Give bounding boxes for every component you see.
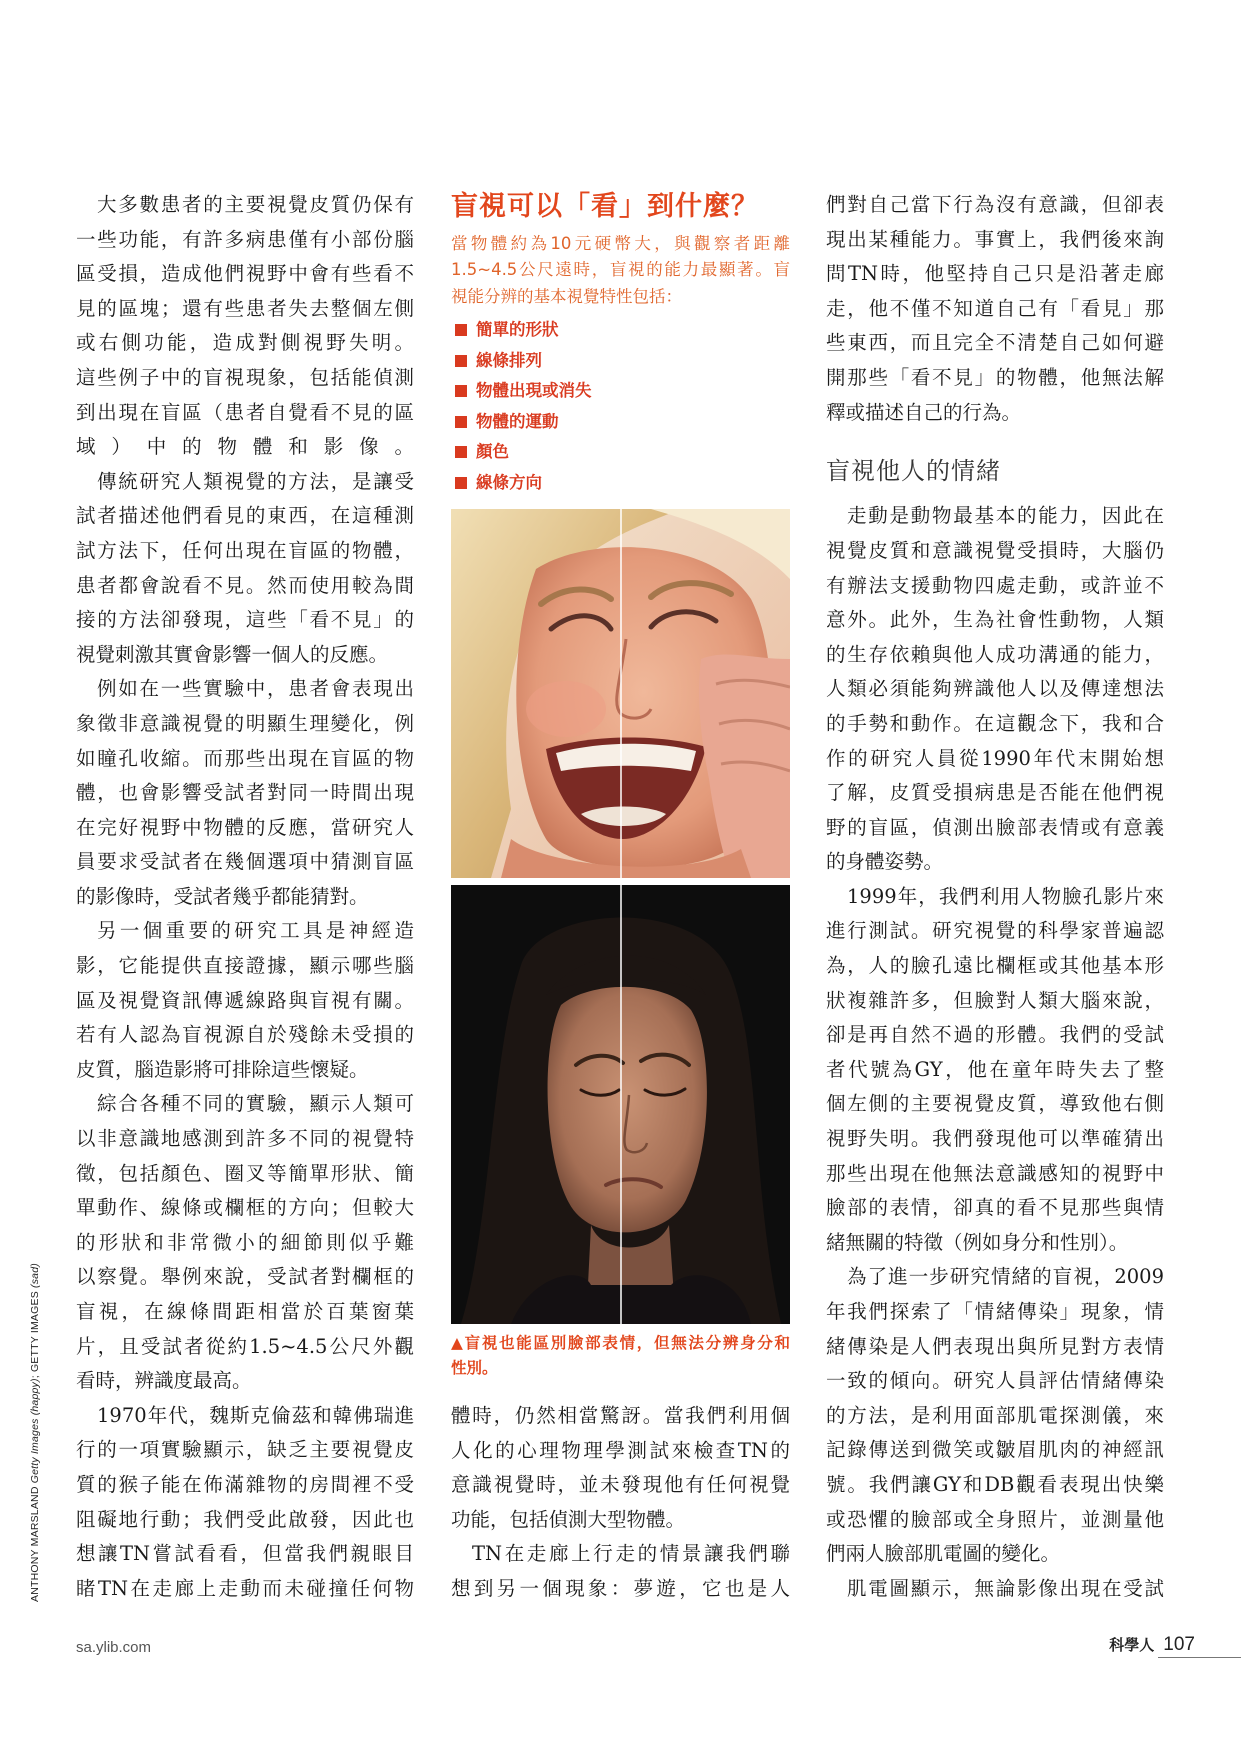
text-line: 個左側的主要視覺皮質，導致他右側 [826, 1092, 1164, 1116]
list-item-label: 簡單的形狀 [476, 320, 559, 339]
text-line: 功能，包括偵測大型物體。 [451, 1507, 686, 1531]
text-line: 想到另一個現象：夢遊，它也是人 [451, 1576, 790, 1600]
photo-happy-face [451, 509, 790, 878]
paragraph [826, 880, 1164, 1261]
text-line: 看時，辨識度最高。 [76, 1369, 252, 1393]
paragraph [826, 188, 1164, 430]
text-line: 在完好視野中物體的反應，當研究人 [76, 815, 414, 839]
text-line: 綜合各種不同的實驗，顯示人類可 [97, 1092, 414, 1116]
photo-caption [451, 1331, 790, 1380]
text-line: 另一個重要的研究工具是神經造 [97, 919, 414, 943]
text-line: 肌電圖顯示，無論影像出現在受試 [847, 1576, 1164, 1600]
column-2 [451, 1399, 790, 1607]
text-line: 野的盲區，偵測出臉部表情或有意義 [826, 815, 1164, 839]
sidebar-intro-line: 1.5~4.5公尺遠時，盲視的能力最顯著。盲 [451, 260, 790, 280]
text-line: 見的區塊；還有些患者失去整個左側 [76, 296, 414, 320]
credit-photographer: ANTHONY MARSLAND [29, 1483, 41, 1602]
text-line: 人化的心理物理學測試來檢查TN的 [451, 1438, 790, 1462]
list-item-label: 線條排列 [476, 350, 542, 370]
sidebar-title: 盲視可以「看」到什麼？ [451, 191, 759, 222]
text-line: 些東西，而且完全不清楚自己如何避 [826, 331, 1164, 355]
text-line: 到出現在盲區（患者自覺看不見的區 [76, 400, 414, 424]
text-line: 如瞳孔收縮。而那些出現在盲區的物 [76, 746, 414, 770]
text-line: 意外。此外，生為社會性動物，人類 [826, 608, 1164, 632]
text-line: 試方法下，任何出現在盲區的物體， [76, 538, 414, 562]
photo-credit [29, 1262, 41, 1602]
paragraph [826, 1260, 1164, 1571]
text-line: 作的研究人員從1990年代末開始想 [826, 746, 1164, 770]
text-line: 區及視覺資訊傳遞線路與盲視有關。 [76, 988, 414, 1012]
text-line: 皮質，腦造影將可排除這些懷疑。 [76, 1057, 369, 1081]
square-bullet-icon [455, 446, 467, 458]
text-line: 例如在一些實驗中，患者會表現出 [97, 677, 414, 701]
text-line: 大多數患者的主要視覺皮質仍保有 [97, 193, 414, 216]
text-line: 視覺刺激其實會影響一個人的反應。 [76, 642, 389, 666]
text-line: 片，且受試者從約1.5~4.5公尺外觀 [76, 1334, 414, 1358]
square-bullet-icon [455, 477, 467, 489]
text-line: 影，它能提供直接證據，顯示哪些腦 [76, 954, 414, 978]
text-line: 記錄傳送到微笑或皺眉肌肉的神經訊 [826, 1438, 1164, 1462]
footer-rule [1158, 1657, 1241, 1658]
paragraph [76, 188, 414, 465]
square-bullet-icon [455, 416, 467, 428]
text-line: 進行測試。研究視覺的科學家普遍認 [826, 919, 1164, 943]
text-line: 員要求受試者在幾個選項中猜測盲區 [76, 850, 414, 874]
text-line: 視野失明。我們發現他可以準確猜出 [826, 1127, 1164, 1151]
text-line: 體時，仍然相當驚訝。當我們利用個 [451, 1404, 790, 1427]
square-bullet-icon [455, 324, 467, 336]
text-line: 象徵非意識視覺的明顯生理變化，例 [76, 711, 414, 735]
list-item-label: 線條方向 [476, 472, 542, 492]
text-line: 們兩人臉部肌電圖的變化。 [826, 1542, 1061, 1566]
paragraph [451, 1537, 790, 1606]
text-line: 睹TN在走廊上走動而未碰撞任何物 [76, 1576, 414, 1600]
text-line: 的影像時，受試者幾乎都能猜對。 [76, 884, 369, 908]
text-line: 意識視覺時，並未發現他有任何視覺 [451, 1473, 790, 1497]
text-line: 單動作、線條或欄框的方向；但較大 [76, 1196, 414, 1220]
paragraph [76, 914, 414, 1087]
paragraph [826, 1572, 1164, 1607]
text-line: 傳統研究人類視覺的方法，是讓受 [97, 469, 414, 493]
text-line: 的手勢和動作。在這觀念下，我和合 [826, 711, 1164, 735]
text-line: 號。我們讓GY和DB觀看表現出快樂 [826, 1472, 1164, 1496]
text-line: 問TN時，他堅持自己只是沿著走廊 [826, 262, 1164, 286]
credit-source-happy: Getty Images (happy) [29, 1378, 41, 1484]
page-number: 107 [1163, 1634, 1195, 1655]
column-1 [76, 188, 414, 1606]
list-item [451, 437, 790, 468]
text-line: 若有人認為盲視源自於殘餘未受損的 [76, 1023, 414, 1047]
text-line: 年我們探索了「情緒傳染」現象，情 [826, 1300, 1164, 1323]
text-line: 有辦法支援動物四處走動，或許並不 [826, 573, 1164, 597]
text-line: 一致的傾向。研究人員評估情緒傳染 [826, 1369, 1164, 1393]
text-line: 以察覺。舉例來說，受試者對欄框的 [76, 1265, 414, 1289]
text-line: 人類必須能夠辨識他人以及傳達想法 [826, 677, 1164, 701]
text-line: 行的一項實驗顯示，缺乏主要視覺皮 [76, 1438, 414, 1462]
text-line: 現出某種能力。事實上，我們後來詢 [826, 227, 1164, 251]
paragraph [826, 499, 1164, 880]
list-item-label: 顏色 [476, 442, 509, 462]
text-line: 阻礙地行動；我們受此啟發，因此也 [76, 1507, 414, 1531]
credit-sad: (sad) [29, 1263, 41, 1288]
text-line: 緒無關的特徵（例如身分和性別）。 [826, 1230, 1129, 1254]
sidebar-intro-line: 視能分辨的基本視覺特性包括： [451, 286, 682, 306]
text-line: 徵，包括顏色、圈叉等簡單形狀、簡 [76, 1161, 414, 1185]
paragraph [76, 465, 414, 673]
text-line: 狀複雜許多，但臉對人類大腦來說， [826, 988, 1164, 1012]
square-bullet-icon [455, 355, 467, 367]
text-line: 臉部的表情，卻真的看不見那些與情 [826, 1196, 1164, 1220]
text-line: 盲視，在線條間距相當於百葉窗葉 [76, 1300, 414, 1323]
list-item [451, 468, 790, 499]
text-line: 開那些「看不見」的物體，他無法解 [826, 365, 1164, 389]
text-line: 域）中的物體和影像。 [76, 435, 414, 459]
text-line: 緒傳染是人們表現出與所見對方表情 [826, 1334, 1164, 1358]
text-line: 或恐懼的臉部或全身照片，並測量他 [826, 1507, 1164, 1531]
section-heading: 盲視他人的情緒 [826, 457, 1001, 486]
text-line: 接的方法卻發現，這些「看不見」的 [76, 608, 414, 632]
text-line: 的身體姿勢。 [826, 850, 944, 874]
list-item [451, 376, 790, 407]
text-line: 為，人的臉孔遠比欄框或其他基本形 [826, 954, 1164, 978]
text-line: 或右側功能，造成對側視野失明。 [76, 331, 414, 355]
paragraph [76, 1399, 414, 1607]
text-line: 那些出現在他無法意識感知的視野中 [826, 1161, 1164, 1185]
text-line: 試者描述他們看見的東西，在這種測 [76, 504, 414, 528]
magazine-name: 科學人 [1109, 1637, 1155, 1654]
list-item-label: 物體出現或消失 [476, 381, 592, 401]
paragraph [451, 1399, 790, 1537]
column-3 [826, 188, 1164, 1606]
list-item [451, 407, 790, 438]
text-line: 這些例子中的盲視現象，包括能偵測 [76, 365, 414, 389]
text-line: 的形狀和非常微小的細節則似乎難 [76, 1230, 414, 1254]
paragraph [76, 672, 414, 914]
sidebar-intro [451, 231, 790, 310]
text-line: 區受損，造成他們視野中會有些看不 [76, 262, 414, 286]
text-line: 視覺皮質和意識視覺受損時，大腦仍 [826, 538, 1164, 562]
text-line: 體，也會影響受試者對同一時間出現 [76, 781, 414, 805]
text-line: 為了進一步研究情緒的盲視，2009 [847, 1265, 1164, 1289]
text-line: 走動是動物最基本的能力，因此在 [847, 504, 1164, 528]
footer-page-info [1109, 1634, 1195, 1656]
text-line: 卻是再自然不過的形體。我們的受試 [826, 1023, 1164, 1047]
text-line: 1970年代，魏斯克倫茲和韓佛瑞進 [97, 1403, 414, 1427]
text-line: 1999年，我們利用人物臉孔影片來 [847, 884, 1164, 908]
square-bullet-icon [455, 385, 467, 397]
footer-site-url: sa.ylib.com [76, 1639, 152, 1656]
text-line: 一些功能，有許多病患僅有小部份腦 [76, 227, 414, 251]
sidebar-intro-line: 當物體約為10元硬幣大，與觀察者距離 [451, 234, 790, 253]
list-item [451, 315, 790, 346]
text-line: 們對自己當下行為沒有意識，但卻表 [826, 193, 1164, 216]
sidebar-list [451, 315, 790, 499]
text-line: 想讓TN嘗試看看，但當我們親眼目 [76, 1542, 414, 1566]
paragraph [76, 1087, 414, 1398]
caption-line: 性別。 [451, 1358, 498, 1377]
text-line: 者代號為GY，他在童年時失去了整 [826, 1057, 1164, 1081]
photo-sad-face [451, 885, 790, 1324]
text-line: 質的猴子能在佈滿雜物的房間裡不受 [76, 1472, 414, 1496]
list-item-label: 物體的運動 [476, 411, 559, 431]
caption-line: ▲盲視也能區別臉部表情，但無法分辨身分和 [451, 1334, 790, 1352]
text-line: 患者都會說看不見。然而使用較為間 [76, 573, 414, 597]
text-line: 以非意識地感測到許多不同的視覺特 [76, 1127, 414, 1151]
text-line: 釋或描述自己的行為。 [826, 400, 1022, 424]
text-line: 了解，皮質受損病患是否能在他們視 [826, 781, 1164, 805]
text-line: TN在走廊上行走的情景讓我們聯 [472, 1542, 790, 1566]
credit-separator: ; GETTY IMAGES [29, 1287, 41, 1379]
text-line: 的方法，是利用面部肌電探測儀，來 [826, 1403, 1164, 1427]
text-line: 走，他不僅不知道自己有「看見」那 [826, 296, 1164, 320]
text-line: 的生存依賴與他人成功溝通的能力， [826, 642, 1164, 666]
list-item [451, 346, 790, 377]
